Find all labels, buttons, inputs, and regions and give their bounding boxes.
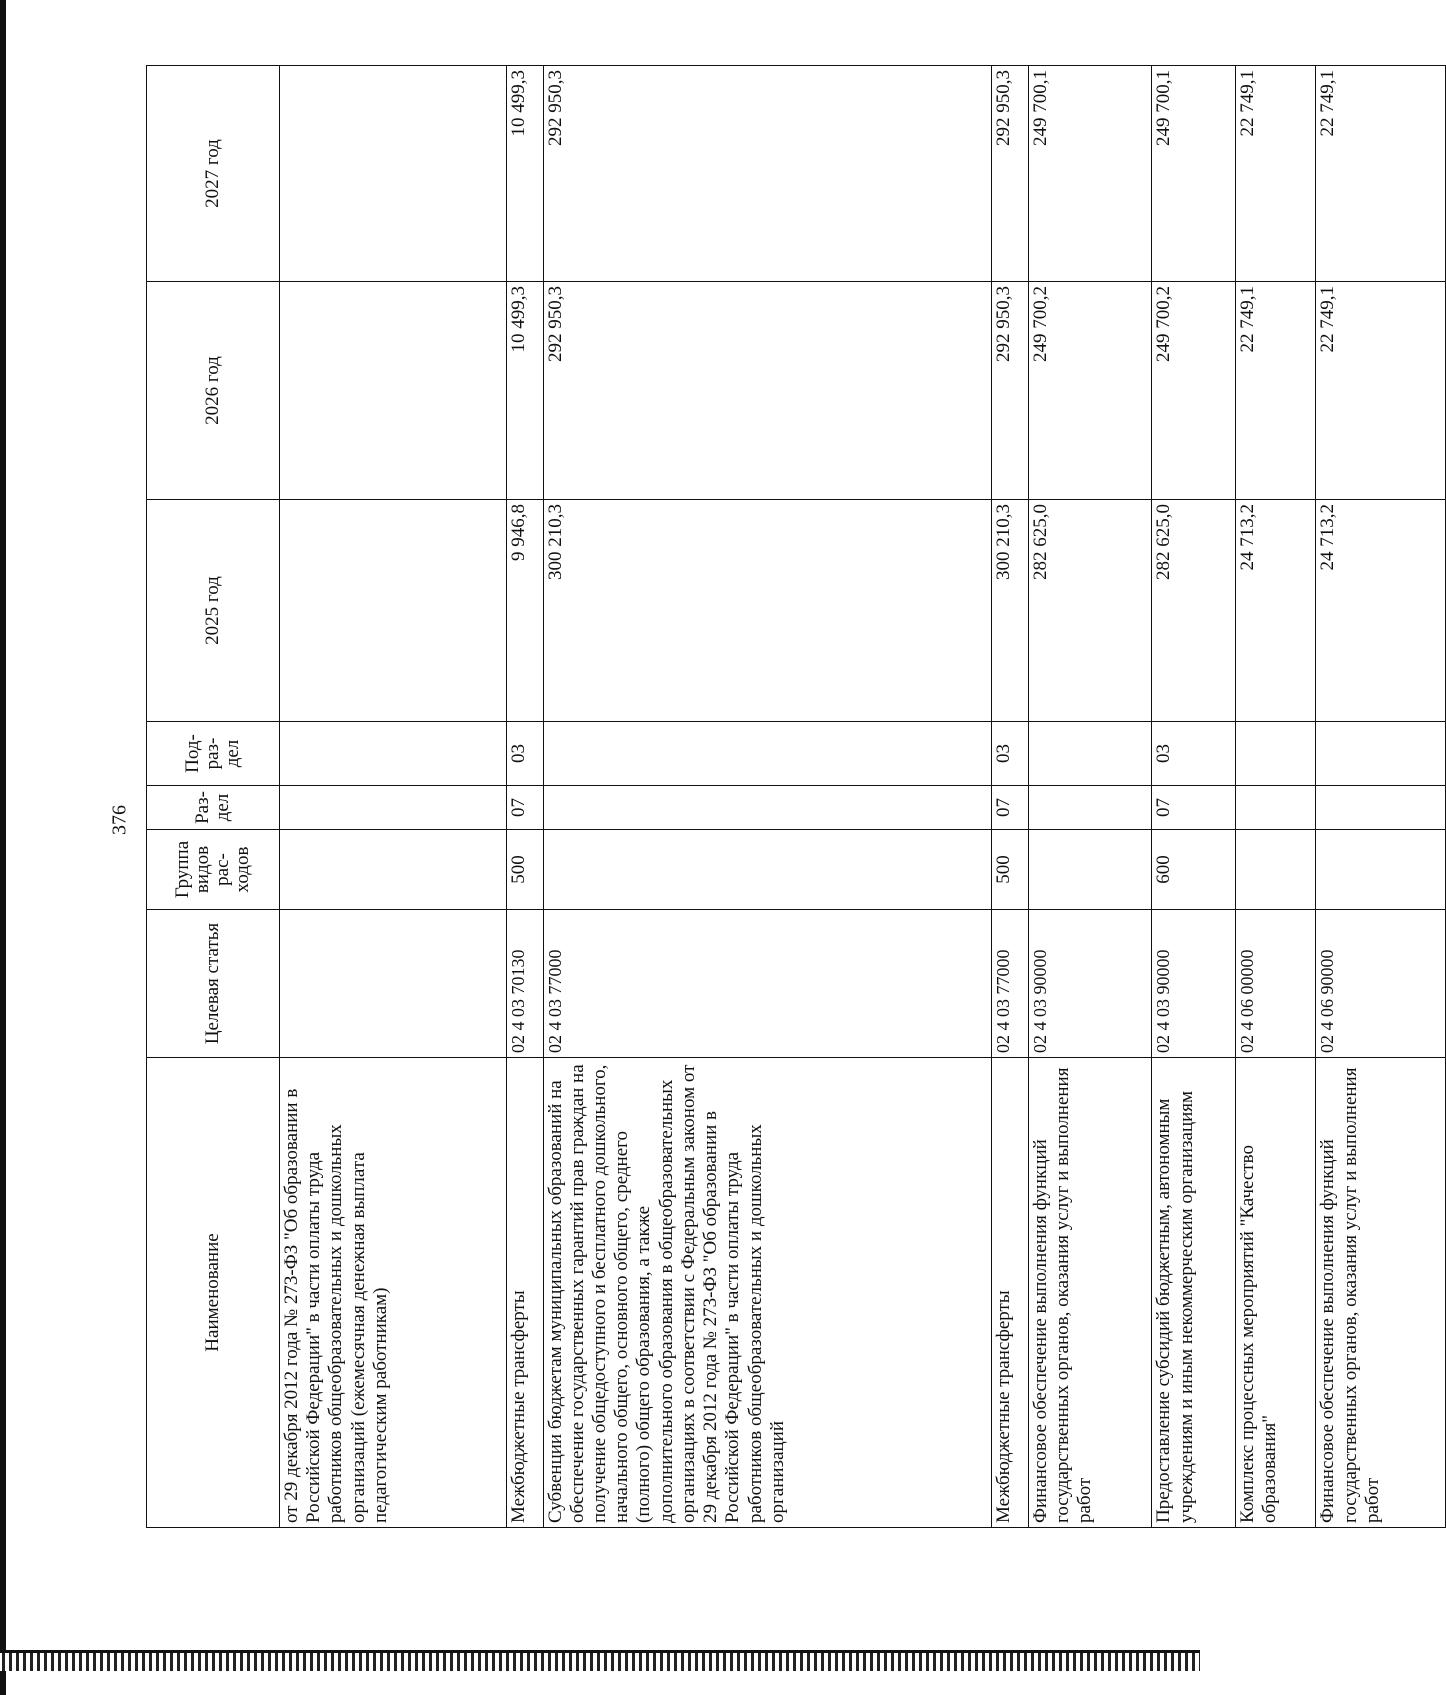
cell-name: Субвенции бюджетам муниципальных образований на обеспечение государственных гарантий прав граждан на получение общедоступного и бесплатного дошкольного, начального общего, основного общего, среднего (полного) общего образования, а также дополнительного образования в общеобразовательных организациях в соответствии с Федеральным законом от 29 декабря 2012 года № 273-ФЗ "Об образовании в Российской Федерации" в части оплаты труда работников общеобразовательных и дошкольных организаций [543,1058,992,1528]
header-2027: 2027 год [147,66,280,282]
cell-2027: 249 700,1 [1028,66,1152,282]
cell-2025: 24 713,2 [1235,500,1316,722]
cell-group: 600 [1152,830,1235,910]
cell-2027: 292 950,3 [992,66,1028,282]
cell-name: Межбюджетные трансферты [507,1058,543,1528]
cell-section [1316,786,1446,830]
cell-section [543,786,992,830]
table-row [1235,66,1316,1528]
cell-target: 02 4 03 70130 [507,910,543,1058]
cell-subsection: 03 [1152,722,1235,786]
header-subsection: Под-раз-дел [147,722,280,786]
cell-section [1235,786,1316,830]
scan-bottom-border [0,1650,1200,1671]
cell-2027: 22 749,1 [1316,66,1446,282]
table-row [992,66,1028,1528]
cell-subsection [1235,722,1316,786]
cell-target: 02 4 03 77000 [992,910,1028,1058]
cell-group [1316,830,1446,910]
cell-name: Предоставление субсидий бюджетным, автономным учреждениям и иным некоммерческим организациям [1152,1058,1235,1528]
table-row [1152,66,1235,1528]
cell-group [1028,830,1152,910]
cell-2026: 22 749,1 [1316,282,1446,500]
cell-2025: 282 625,0 [1152,500,1235,722]
cell-group: 500 [507,830,543,910]
cell-target: 02 4 06 90000 [1316,910,1446,1058]
cell-2026: 10 499,3 [507,282,543,500]
cell-target: 02 4 03 90000 [1152,910,1235,1058]
header-2026: 2026 год [147,282,280,500]
cell-2027 [280,66,507,282]
cell-2026: 249 700,2 [1152,282,1235,500]
cell-group [1235,830,1316,910]
table-row [1028,66,1152,1528]
cell-2026: 292 950,3 [992,282,1028,500]
scan-left-edge [0,0,6,1695]
cell-section [1028,786,1152,830]
table-row [543,66,992,1528]
table-row [280,66,507,1528]
cell-group [280,830,507,910]
page-number: 376 [108,805,131,835]
cell-group: 500 [992,830,1028,910]
cell-2026: 292 950,3 [543,282,992,500]
cell-section: 07 [992,786,1028,830]
table-header-row [147,66,280,1528]
cell-2025: 300 210,3 [992,500,1028,722]
cell-2026: 249 700,2 [1028,282,1152,500]
header-section: Раз-дел [147,786,280,830]
cell-name: Финансовое обеспечение выполнения функций государственных органов, оказания услуг и выполнения работ [1028,1058,1152,1528]
cell-target [280,910,507,1058]
cell-target: 02 4 03 77000 [543,910,992,1058]
cell-section: 07 [1152,786,1235,830]
cell-group [543,830,992,910]
header-expense-group: Группа видов рас-ходов [147,830,280,910]
cell-subsection [543,722,992,786]
cell-2026 [280,282,507,500]
cell-subsection [1316,722,1446,786]
cell-name: Межбюджетные трансферты [992,1058,1028,1528]
cell-name: Финансовое обеспечение выполнения функций государственных органов, оказания услуг и выполнения работ [1316,1058,1446,1528]
table-row [507,66,543,1528]
cell-subsection: 03 [992,722,1028,786]
cell-target: 02 4 03 90000 [1028,910,1152,1058]
cell-2027: 10 499,3 [507,66,543,282]
header-name: Наименование [147,1058,280,1528]
cell-2025: 9 946,8 [507,500,543,722]
budget-table [146,65,1446,1528]
cell-section: 07 [507,786,543,830]
cell-name: Комплекс процессных мероприятий "Качество образования" [1235,1058,1316,1528]
header-target-article: Целевая статья [147,910,280,1058]
cell-subsection: 03 [507,722,543,786]
cell-name: от 29 декабря 2012 года № 273-ФЗ "Об образовании в Российской Федерации" в части оплаты труда работников общеобразовательных и дошкольных организаций (ежемесячная денежная выплата педагогическим работникам) [280,1058,507,1528]
cell-subsection [1028,722,1152,786]
cell-2027: 22 749,1 [1235,66,1316,282]
cell-subsection [280,722,507,786]
cell-2027: 292 950,3 [543,66,992,282]
cell-2025: 282 625,0 [1028,500,1152,722]
cell-2025: 300 210,3 [543,500,992,722]
header-2025: 2025 год [147,500,280,722]
table-row [1316,66,1446,1528]
cell-section [280,786,507,830]
cell-target: 02 4 06 00000 [1235,910,1316,1058]
cell-2027: 249 700,1 [1152,66,1235,282]
cell-2025: 24 713,2 [1316,500,1446,722]
cell-2025 [280,500,507,722]
cell-2026: 22 749,1 [1235,282,1316,500]
